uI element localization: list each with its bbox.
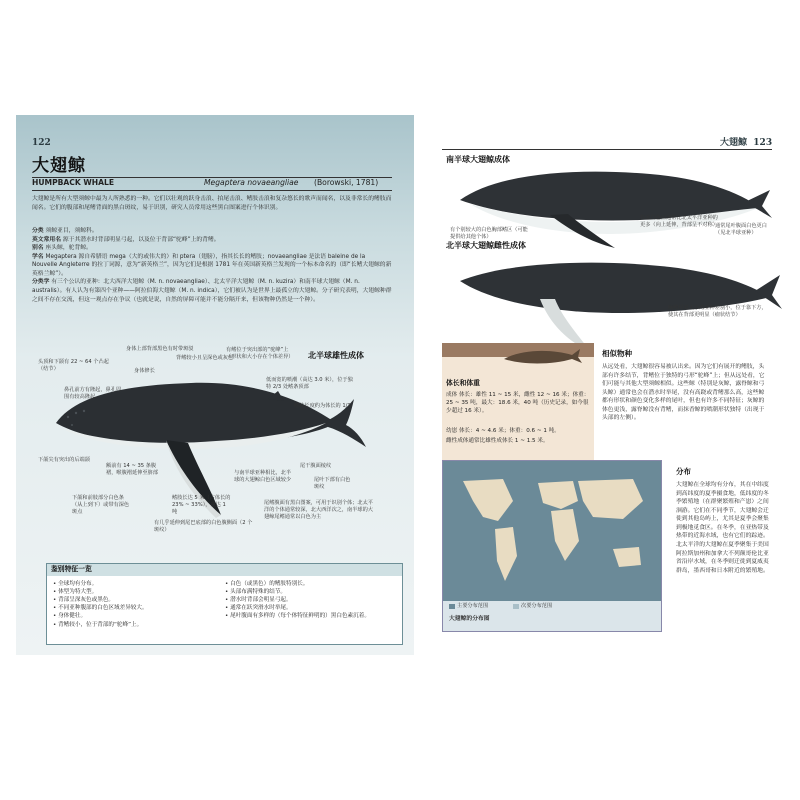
intro-paragraph: 大翅鲸是所有大型须鲸中最为人所熟悉的一种。它们以壮观的跃身击浪、拍尾击浪、鳍肢击浪和复杂悠长的歌声而闻名，以及非常长的鳍肢而闻名。它们的腹部和尾鳍背面的黑白斑纹，易于识别，研究人员常用这些黑白图案进行个体识别。	[32, 196, 392, 211]
whale-silhouette-icon	[502, 345, 582, 369]
field-common-name: 英文常用名 源于其潜水时背部明显弓起，以及位于背部“驼峰”上的背鳍。	[32, 236, 220, 243]
label-lower-jaw: 下颌尖有突出的后端颌	[38, 457, 90, 463]
key-item: • 通常在跃突滑水时举尾。	[225, 605, 292, 612]
key-item: • 不同亚种腹部的白色区域差异较大。	[53, 605, 148, 612]
key-list-left	[53, 580, 218, 629]
label-southern-belly: 腹部白色区通常比北太平洋亚种的更多（向上延伸，背部呈不对称）	[640, 215, 718, 228]
key-item: • 潜水时背部会明显弓起。	[225, 597, 292, 604]
size-note: 雌性成体通常比雄性成体长 1 ~ 1.5 米。	[446, 438, 549, 444]
key-features-title: 鉴别特征一览	[51, 565, 92, 573]
legend-primary: 主要分布范围	[457, 603, 489, 609]
label-upper-body: 身体上部背部黑色有时带斑驳	[126, 346, 194, 352]
label-white-flipper: 下颌和前肢部分白色条（从上到下）或带有深色斑点	[72, 495, 130, 515]
map-caption: 大翅鲸的分布图	[449, 616, 490, 622]
label-flipper-length: 鳍肢长度约为体长的 1/3	[294, 403, 351, 409]
key-item: • 背鳍较小，位于背部的“驼峰”上。	[53, 621, 143, 628]
field-list	[32, 227, 392, 304]
world-map-illustration	[443, 461, 661, 601]
label-blow: 低而宽的喷潮（高达 3.0 米），位于独特 2/3 处鳍条顶部	[266, 377, 353, 390]
distribution-map	[442, 460, 662, 632]
english-name: HUMPBACK WHALE	[32, 178, 115, 187]
label-blowhole-ridge: 鼻孔前方有隆起，鼻孔周围有较高隆起	[64, 387, 122, 400]
legend-secondary: 次要分布范围	[521, 603, 553, 609]
key-list-right	[225, 580, 395, 621]
label-fluke-white: 尾叶下部有白色斑纹	[314, 477, 351, 490]
key-item: • 尾叶腹面有多样的（每个体特征鲜明的）黑白色素沉着。	[225, 613, 370, 620]
legend-primary-swatch	[449, 604, 455, 609]
label-body-slender: 身体修长	[134, 368, 155, 374]
running-head: 大翅鲸 123	[720, 138, 773, 148]
key-item: • 头部布满特殊的结节。	[225, 589, 287, 596]
label-dorsal-fin-small: 背鳍较小且呈深色或灰色	[176, 355, 234, 361]
page-number: 122	[32, 138, 51, 148]
label-white-flank: 有几乎延伸到尾巴底部的白色腹侧面（2 个斑纹）	[154, 520, 253, 533]
latin-name: Megaptera novaeangliae	[204, 178, 299, 187]
label-southern-fluke: 通常尾叶腹面白色更白（见北半球亚种）	[715, 223, 767, 236]
field-taxonomy: 分类学 有三个公认的亚种：北大西洋大翅鲸（M. n. novaeangliae）、北太平洋大翅鲸（M. n. kuzira）和南半球大翅鲸（M. n. australis）。有人认为有第四个亚种——阿拉伯海大翅鲸（M. n. indica），它们被认为是世界上最孤立的大翅鲸。分子研究表明，大翅鲸种群之间不存在交流，但这一观点存在争议（也就是说，自然的屏障可能并不能分隔开来，但该物种仍然是一个种）。	[32, 279, 392, 303]
title-rule-bottom	[32, 190, 392, 191]
similar-species-heading: 相似物种	[602, 349, 632, 358]
field-classification: 分类 须鲸亚目，须鲸科。	[32, 228, 98, 234]
size-weight-title: 体长和体重	[446, 379, 480, 387]
label-northern-flipper: 胸鳍相对大小的亚种差别小，位于靠下方，使其在背部更明显（瘤状结节）	[668, 305, 767, 318]
right-page	[430, 115, 775, 655]
distribution-heading: 分布	[676, 467, 691, 476]
header-rule	[442, 149, 772, 150]
field-alias: 别名 座头鲸，驼背鲸。	[32, 245, 92, 252]
key-features-box	[46, 563, 403, 645]
key-item: • 白色（或黑色）的鳍肢特别长。	[225, 581, 309, 587]
distribution-text: 大翅鲸在全球均有分布，其在中纬度到高纬度的夏季摄食地，低纬度的冬季繁殖地（在群聚繁殖和产崽）之间洄游。它们在不同季节，大翅鲸会迁徙到其他岛屿上，尤其是夏季会聚集到极地觅食区。在冬季，在亚热带及热带的近海水域，也有它们的踪迹。北太平洋的大翅鲸在夏季聚集于美国阿拉斯加州和加拿大不列颠哥伦比亚省沿岸水域，在冬季则迁徙到夏威夷群岛，墨西哥和日本附近的繁殖地。	[676, 482, 769, 574]
legend-secondary-swatch	[513, 604, 519, 609]
page-title: 大翅鲸	[32, 156, 86, 176]
label-tubercles: 头顶和下颌有 22 ~ 64 个凸起（结节）	[38, 359, 109, 372]
figure1-title: 南半球大翅鲸成体	[446, 155, 510, 164]
size-calf: 幼崽 体长：4 ~ 4.6 米；体重：0.6 ~ 1 吨。	[446, 428, 560, 434]
label-fluke-pattern: 尾鳍腹面有黑白图案，可用于识别个体；北太平洋的个体通常较深，北大西洋次之，南半球的大翅鲸尾鳍通常以白色为主	[264, 500, 373, 520]
key-item: • 身体健壮。	[53, 613, 87, 620]
label-southern-chest: 有个别较大的白色胸部鳍区（可能提供给其他个体）	[450, 227, 528, 240]
key-item: • 全球均有分布。	[53, 581, 98, 587]
label-tail-stock: 尾干腹面棱纹	[300, 463, 332, 469]
key-item: • 背部呈深灰色或黑色。	[53, 597, 115, 604]
authority: (Borowski, 1781)	[314, 178, 379, 187]
key-features-header	[47, 564, 402, 576]
size-adult: 成体 体长：雄性 11 ~ 15 米，雌性 12 ~ 16 米；体重：25 ~ 35 吨，最大：18.6 米，40 吨（历史记录，如今很少超过 16 米）。	[446, 392, 590, 415]
label-northern-less-white: 与南半球亚种相比，北半球的大翅鲸白色区域较少	[234, 470, 292, 483]
key-item: • 体型为特大型。	[53, 589, 98, 596]
label-ventral-grooves: 额前有 14 ~ 35 条腹褶，喉腹褶延伸至脐部	[106, 463, 158, 476]
figure2-title: 北半球大翅鲸雌性成体	[446, 241, 526, 250]
label-dorsal-fin-hump: 有鳍位于突出部的“驼峰”上（形状和大小存在个体差异）	[226, 347, 294, 360]
figure-title: 北半球雄性成体	[308, 351, 364, 360]
size-weight-box	[442, 343, 594, 472]
left-page	[16, 115, 414, 655]
label-flipper-size: 鳍肢长达 5 米（占体长的 23% ~ 33%），重达 1 吨	[172, 495, 231, 515]
similar-species-text: 从远处看，大翅鲸很容易被认出来。因为它们有展开的鳍肢，头部有许多结节，背鳍位于独特的弓形“驼峰”上；但从远处看，它们可能与其他大型须鲸相似。这些鲸（特别是灰鲸，露脊鲸和弓头鲸）通常也会在潜水时举尾，没有高跷或背鳍那么高，这些鲸都有形状和颜色变化多样的尾叶，但也有许多不同特征；灰鲸的体色更浅，露脊鲸没有背鳍，而抹香鲸的喷潮形状独特（出现于头部的左侧）。	[602, 364, 765, 422]
field-scientific-name: 学名 Megaptera 源自希腊语 mega（大的或伟大的）和 ptera（翅膀），指其长长的鳍肢；novaeangliae 是法语 baleine de la Nouvelle Angleterre 的拉丁词源，意为“新英格兰”，因为它们是根据 1781 年在英国新英格兰发现的一个标本命名的（即“长鳍大翅鲸的新英格兰鲸”）。	[32, 253, 392, 277]
